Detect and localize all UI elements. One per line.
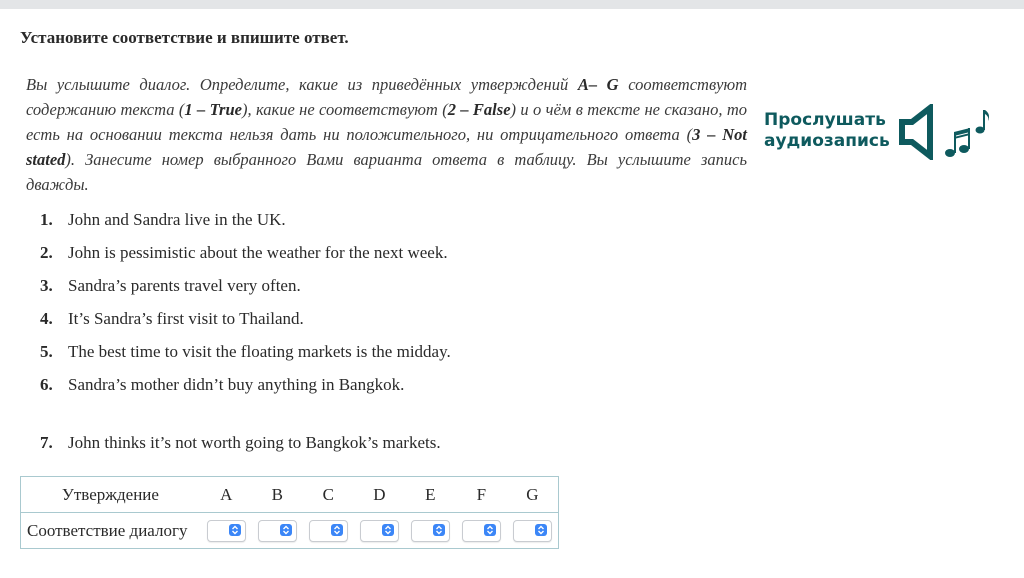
chevron-updown-icon: [331, 524, 343, 536]
chevron-updown-icon: [382, 524, 394, 536]
statement-item: 7. John thinks it’s not worth going to Bangkok’s markets.: [40, 433, 441, 452]
play-audio-button[interactable]: [764, 104, 1004, 164]
answer-select-c[interactable]: [309, 520, 348, 542]
top-bar: [0, 0, 1024, 9]
answer-table-select-row: [21, 513, 559, 549]
chevron-updown-icon: [535, 524, 547, 536]
answer-select-d[interactable]: [360, 520, 399, 542]
header-letter-g: G: [507, 477, 559, 513]
answer-table: [20, 476, 559, 549]
statement-item: 5. The best time to visit the floating markets is the midday.: [40, 342, 451, 361]
header-letter-b: B: [252, 477, 303, 513]
task-instruction: Вы услышите диалог. Определите, какие из приведённых утверждений A– G соответствуют содержанию текста (1 – True), какие не соответствуют (2 – False) и о чём в тексте не сказано, то есть на основании текста нельзя дать ни положительного, ни отрицательного ответа (3 – Not stated). Занесите номер выбранного Вами варианта ответа в таблицу. Вы услышите запись дважды.: [26, 75, 748, 194]
header-letter-d: D: [354, 477, 405, 513]
answer-select-e[interactable]: [411, 520, 450, 542]
header-letter-e: E: [405, 477, 456, 513]
speaker-icon: [898, 104, 938, 160]
statement-item: 4. It’s Sandra’s first visit to Thailand.: [40, 309, 304, 328]
statement-item: 1. John and Sandra live in the UK.: [40, 210, 286, 229]
header-letter-a: A: [201, 477, 252, 513]
answer-table-header-row: [21, 477, 559, 513]
header-letter-f: F: [456, 477, 507, 513]
answer-select-b[interactable]: [258, 520, 297, 542]
answer-select-a[interactable]: [207, 520, 246, 542]
music-notes-icon: [942, 106, 992, 162]
header-letter-c: C: [303, 477, 354, 513]
answer-select-g[interactable]: [513, 520, 552, 542]
answer-select-f[interactable]: [462, 520, 501, 542]
task-title: Установите соответствие и впишите ответ.: [20, 28, 349, 47]
chevron-updown-icon: [280, 524, 292, 536]
chevron-updown-icon: [484, 524, 496, 536]
chevron-updown-icon: [229, 524, 241, 536]
statement-item: 6. Sandra’s mother didn’t buy anything in Bangkok.: [40, 375, 405, 394]
row-label: Соответствие диалогу: [21, 513, 201, 549]
statement-item: 3. Sandra’s parents travel very often.: [40, 276, 301, 295]
chevron-updown-icon: [433, 524, 445, 536]
play-audio-label: Прослушать аудиозапись: [764, 110, 890, 151]
header-label: Утверждение: [21, 477, 201, 513]
statement-item: 2. John is pessimistic about the weather for the next week.: [40, 243, 448, 262]
